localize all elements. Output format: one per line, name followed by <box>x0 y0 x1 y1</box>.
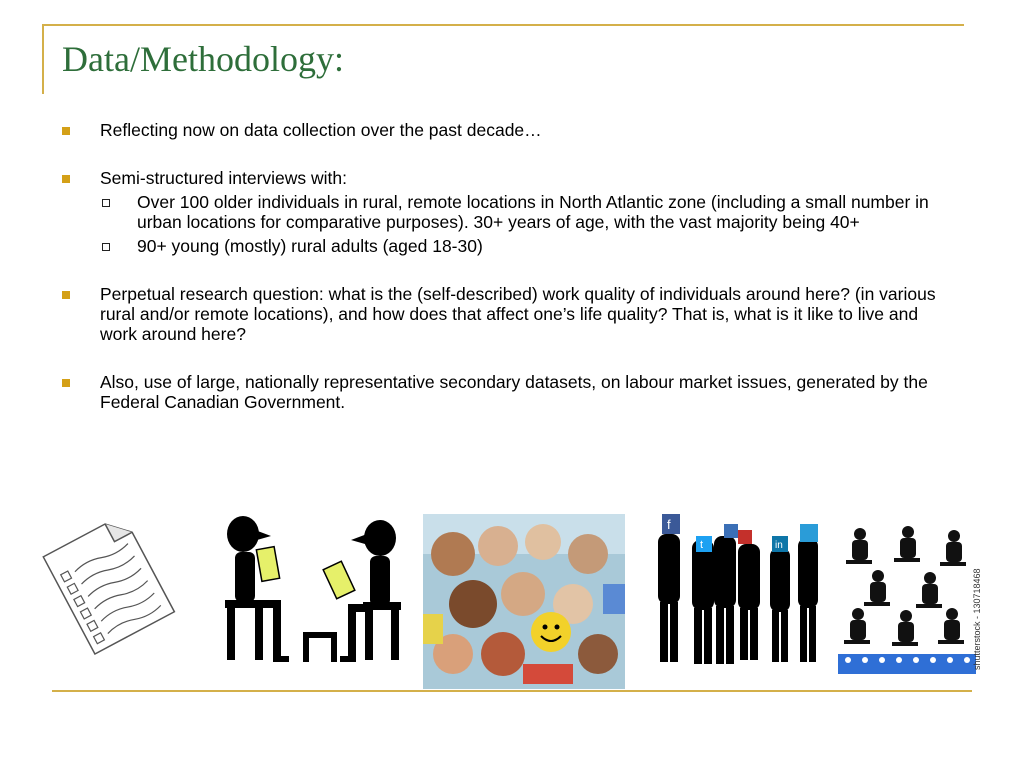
workers-silhouettes <box>838 514 976 676</box>
bullet-1-text: Reflecting now on data collection over the past decade… <box>100 120 542 140</box>
social-media-silhouettes <box>652 514 830 674</box>
slide-title: Data/Methodology: <box>62 39 344 79</box>
checklist-clipart <box>28 512 178 657</box>
bullet-2 <box>62 168 952 256</box>
bullet-3 <box>62 284 952 344</box>
sub-bullet-2 <box>62 236 952 256</box>
bullet-marker <box>62 379 70 387</box>
svg-text:in: in <box>775 540 783 551</box>
sub-bullet-2-text: 90+ young (mostly) rural adults (aged 18-30) <box>137 236 483 256</box>
stock-watermark <box>972 540 992 670</box>
sub-bullet-marker <box>102 243 110 251</box>
bullet-marker <box>62 175 70 183</box>
interview-clipart <box>215 512 405 667</box>
svg-text:t: t <box>700 539 704 551</box>
bullet-3-text: Perpetual research question: what is the (self-described) work quality of individuals around here? (in various rural and/or remote locations), and how does that affect one’s life quality? That is, what is it like to live and work around here? <box>100 284 936 344</box>
bullet-4-text: Also, use of large, nationally representative secondary datasets, on labour market issues, generated by the Federal Canadian Government. <box>100 372 928 412</box>
footer-line <box>52 690 972 692</box>
collage-photo <box>423 514 625 689</box>
slide-content <box>62 120 952 440</box>
sub-bullet-1 <box>62 192 952 232</box>
bullet-4 <box>62 372 952 412</box>
bullet-marker <box>62 291 70 299</box>
sub-bullet-1-text: Over 100 older individuals in rural, remote locations in North Atlantic zone (including a small number in urban locations for comparative purposes). 30+ years of age, with the vast majority being 40+ <box>137 192 929 232</box>
sub-bullet-marker <box>102 199 110 207</box>
bullet-marker <box>62 127 70 135</box>
svg-text:f: f <box>667 517 671 532</box>
bullet-2-text: Semi-structured interviews with: <box>100 168 348 188</box>
stock-watermark-text: shutterstock - 130718468 <box>972 568 982 670</box>
frame-left-line <box>42 24 44 94</box>
frame-top-line <box>42 24 964 26</box>
bullet-1 <box>62 120 952 140</box>
